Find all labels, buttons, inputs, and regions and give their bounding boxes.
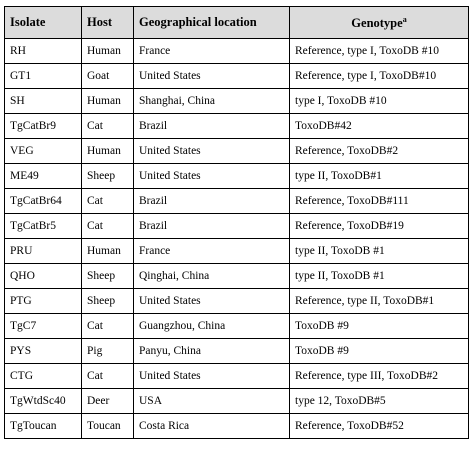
cell-host: Cat xyxy=(82,214,134,239)
cell-genotype: ToxoDB #9 xyxy=(290,339,469,364)
header-genotype-label: Genotype xyxy=(351,15,403,30)
cell-genotype: type 12, ToxoDB#5 xyxy=(290,389,469,414)
header-row xyxy=(5,7,469,39)
cell-host: Cat xyxy=(82,364,134,389)
cell-genotype: type II, ToxoDB#1 xyxy=(290,164,469,189)
cell-genotype: Reference, type III, ToxoDB#2 xyxy=(290,364,469,389)
cell-location: Brazil xyxy=(134,189,290,214)
table-row xyxy=(5,89,469,114)
cell-genotype: type II, ToxoDB #1 xyxy=(290,239,469,264)
table-row xyxy=(5,64,469,89)
table-row xyxy=(5,414,469,439)
cell-host: Sheep xyxy=(82,264,134,289)
cell-isolate: TgCatBr5 xyxy=(5,214,82,239)
isolate-table-container xyxy=(4,6,468,439)
table-row xyxy=(5,364,469,389)
cell-genotype: Reference, ToxoDB#52 xyxy=(290,414,469,439)
cell-genotype: ToxoDB #9 xyxy=(290,314,469,339)
table-row xyxy=(5,264,469,289)
cell-host: Cat xyxy=(82,314,134,339)
table-row xyxy=(5,164,469,189)
cell-genotype: Reference, type I, ToxoDB #10 xyxy=(290,39,469,64)
header-host: Host xyxy=(82,7,134,39)
genotype-footnote-marker: a xyxy=(402,14,407,24)
cell-genotype: Reference, type II, ToxoDB#1 xyxy=(290,289,469,314)
cell-location: France xyxy=(134,239,290,264)
cell-isolate: QHO xyxy=(5,264,82,289)
cell-isolate: ME49 xyxy=(5,164,82,189)
header-genotype xyxy=(290,7,469,39)
table-row xyxy=(5,314,469,339)
table-row xyxy=(5,214,469,239)
cell-host: Cat xyxy=(82,189,134,214)
table-row xyxy=(5,389,469,414)
cell-isolate: PYS xyxy=(5,339,82,364)
cell-location: USA xyxy=(134,389,290,414)
cell-isolate: TgWtdSc40 xyxy=(5,389,82,414)
cell-genotype: Reference, type I, ToxoDB#10 xyxy=(290,64,469,89)
cell-isolate: TgCatBr9 xyxy=(5,114,82,139)
cell-genotype: type II, ToxoDB #1 xyxy=(290,264,469,289)
cell-location: Brazil xyxy=(134,114,290,139)
cell-genotype: type I, ToxoDB #10 xyxy=(290,89,469,114)
cell-isolate: SH xyxy=(5,89,82,114)
cell-host: Human xyxy=(82,139,134,164)
cell-isolate: GT1 xyxy=(5,64,82,89)
cell-host: Human xyxy=(82,39,134,64)
header-isolate: Isolate xyxy=(5,7,82,39)
cell-host: Pig xyxy=(82,339,134,364)
cell-isolate: PRU xyxy=(5,239,82,264)
cell-host: Human xyxy=(82,239,134,264)
cell-location: United States xyxy=(134,364,290,389)
table-row xyxy=(5,39,469,64)
table-row xyxy=(5,189,469,214)
cell-location: Costa Rica xyxy=(134,414,290,439)
header-location: Geographical location xyxy=(134,7,290,39)
table-row xyxy=(5,289,469,314)
table-header xyxy=(5,7,469,39)
cell-genotype: Reference, ToxoDB#111 xyxy=(290,189,469,214)
cell-location: United States xyxy=(134,64,290,89)
table-body xyxy=(5,39,469,439)
cell-genotype: Reference, ToxoDB#19 xyxy=(290,214,469,239)
cell-location: United States xyxy=(134,289,290,314)
table-row xyxy=(5,339,469,364)
table-row xyxy=(5,114,469,139)
cell-isolate: CTG xyxy=(5,364,82,389)
table-row xyxy=(5,139,469,164)
cell-location: Qinghai, China xyxy=(134,264,290,289)
cell-location: France xyxy=(134,39,290,64)
cell-location: Guangzhou, China xyxy=(134,314,290,339)
cell-host: Cat xyxy=(82,114,134,139)
cell-isolate: TgCatBr64 xyxy=(5,189,82,214)
table-row xyxy=(5,239,469,264)
cell-isolate: TgToucan xyxy=(5,414,82,439)
cell-location: Brazil xyxy=(134,214,290,239)
cell-location: United States xyxy=(134,164,290,189)
cell-isolate: VEG xyxy=(5,139,82,164)
cell-host: Sheep xyxy=(82,164,134,189)
cell-location: Panyu, China xyxy=(134,339,290,364)
isolate-table xyxy=(4,6,469,439)
cell-genotype: ToxoDB#42 xyxy=(290,114,469,139)
cell-isolate: TgC7 xyxy=(5,314,82,339)
cell-isolate: PTG xyxy=(5,289,82,314)
cell-host: Toucan xyxy=(82,414,134,439)
cell-location: Shanghai, China xyxy=(134,89,290,114)
cell-isolate: RH xyxy=(5,39,82,64)
cell-host: Goat xyxy=(82,64,134,89)
cell-host: Sheep xyxy=(82,289,134,314)
cell-location: United States xyxy=(134,139,290,164)
cell-host: Deer xyxy=(82,389,134,414)
cell-genotype: Reference, ToxoDB#2 xyxy=(290,139,469,164)
cell-host: Human xyxy=(82,89,134,114)
